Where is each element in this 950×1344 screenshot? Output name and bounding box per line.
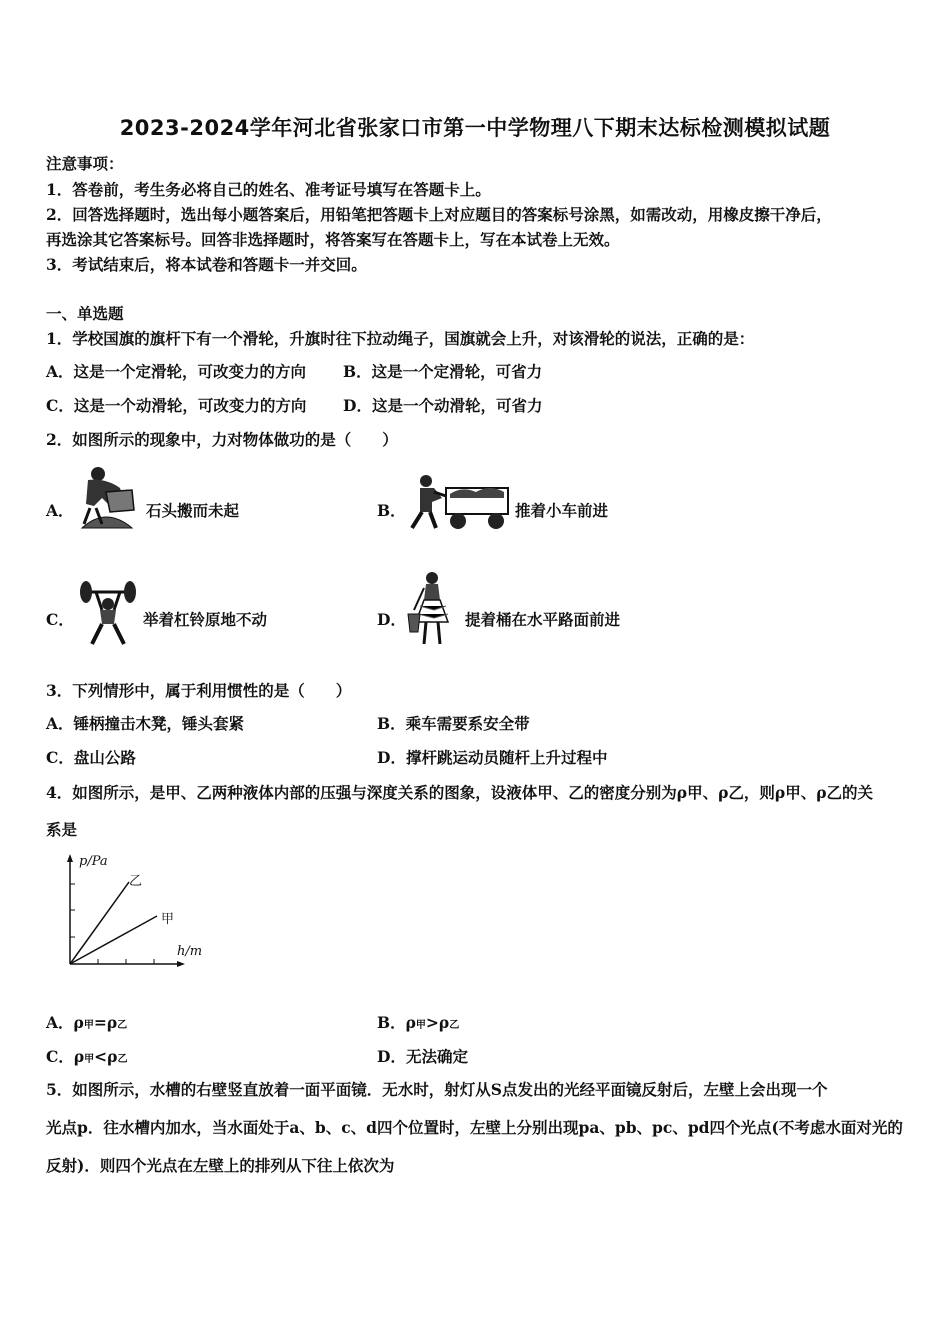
notice-heading: 注意事项： (46, 154, 124, 173)
question-stem: 2．如图所示的现象中，力对物体做功的是（ ） (46, 430, 398, 449)
question-stem-cont: 光点p．往水槽内加水，当水面处于a、b、c、d四个位置时，左壁上分别出现pa、pb、pc、pd四个光点(不考虑水面对光的 (46, 1118, 903, 1137)
option-a: A．锤柄撞击木凳，锤头套紧 (46, 714, 245, 733)
holding-barbell-figure (78, 578, 138, 646)
option-c: C．ρ甲<ρ乙 (46, 1047, 128, 1066)
option-c-letter: C． (46, 610, 74, 629)
option-a-letter: A． (46, 501, 74, 520)
line-yi (70, 882, 129, 964)
question-stem-cont: 系是 (46, 820, 78, 839)
carrying-bucket-figure (406, 570, 456, 648)
option-c-caption: 举着杠铃原地不动 (143, 610, 268, 629)
question-stem: 4．如图所示，是甲、乙两种液体内部的压强与深度关系的图象，设液体甲、乙的密度分别为ρ甲、ρ乙，则ρ甲、ρ乙的关 (46, 783, 874, 802)
option-b: B．这是一个定滑轮，可省力 (343, 362, 543, 381)
option-b-letter: B． (377, 501, 406, 520)
lifting-stone-figure (76, 462, 138, 530)
option-d: D．无法确定 (377, 1047, 468, 1066)
page-title: 2023-2024学年河北省张家口市第一中学物理八下期末达标检测模拟试题 (119, 116, 831, 140)
line-label-jia: 甲 (161, 912, 175, 927)
notice-item: 1．答卷前，考生务必将自己的姓名、准考证号填写在答题卡上。 (46, 180, 491, 199)
question-stem-cont: 反射)．则四个光点在左壁上的排列从下往上依次为 (46, 1156, 395, 1175)
option-d: D．这是一个动滑轮，可省力 (343, 396, 543, 415)
notice-item: 2．回答选择题时，选出每小题答案后，用铅笔把答题卡上对应题目的答案标号涂黑，如需改动，用橡皮擦干净后， (46, 205, 832, 224)
option-a: A．这是一个定滑轮，可改变力的方向 (46, 362, 307, 381)
line-label-yi: 乙 (129, 874, 143, 889)
notice-item: 3．考试结束后，将本试卷和答题卡一并交回。 (46, 255, 367, 274)
option-b-caption: 推着小车前进 (515, 501, 609, 520)
option-d: D．撑杆跳运动员随杆上升过程中 (377, 748, 608, 767)
pressure-depth-graph (55, 848, 215, 973)
option-b: B．ρ甲>ρ乙 (377, 1013, 460, 1032)
option-b: B．乘车需要系安全带 (377, 714, 530, 733)
question-stem: 3．下列情形中，属于利用惯性的是（ ） (46, 681, 352, 700)
x-axis-label: h/m (177, 944, 203, 959)
question-stem: 5．如图所示，水槽的右壁竖直放着一面平面镜．无水时，射灯从S点发出的光经平面镜反射后，左壁上会出现一个 (46, 1080, 828, 1099)
y-axis-label: p/Pa (79, 854, 108, 869)
question-stem: 1．学校国旗的旗杆下有一个滑轮，升旗时往下拉动绳子，国旗就会上升，对该滑轮的说法，正确的是： (46, 329, 755, 348)
option-c: C．这是一个动滑轮，可改变力的方向 (46, 396, 307, 415)
option-a-caption: 石头搬而未起 (146, 501, 240, 520)
option-c: C．盘山公路 (46, 748, 136, 767)
notice-item: 再选涂其它答案标号。回答非选择题时，将答案写在答题卡上，写在本试卷上无效。 (46, 230, 620, 249)
option-a: A．ρ甲=ρ乙 (46, 1013, 128, 1032)
option-d-caption: 提着桶在水平路面前进 (465, 610, 621, 629)
line-jia (70, 916, 157, 964)
option-d-letter: D． (377, 610, 406, 629)
section-heading: 一、单选题 (46, 304, 124, 323)
pushing-cart-figure (402, 472, 514, 532)
